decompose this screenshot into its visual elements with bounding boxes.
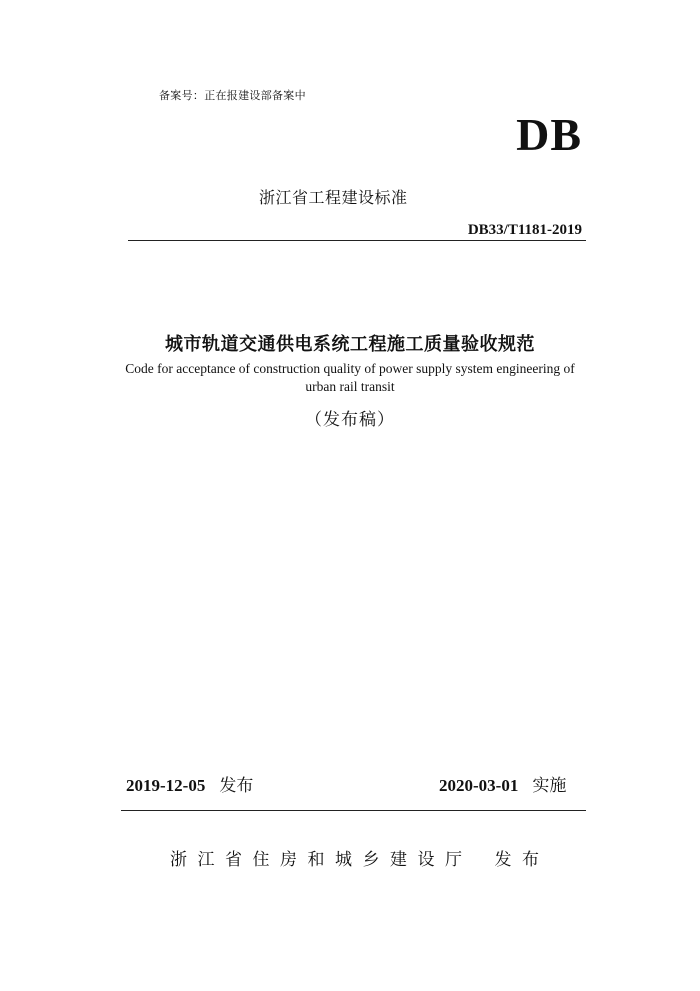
record-number: 备案号：正在报建设部备案中 (159, 89, 306, 102)
header-divider (128, 240, 586, 241)
publish-date-block (126, 771, 253, 796)
publish-label: 发布 (219, 776, 254, 796)
effective-date: 2020-03-01 (439, 776, 519, 795)
effective-label: 实施 (532, 776, 567, 796)
title-chinese: 城市轨道交通供电系统工程施工质量验收规范 (165, 334, 535, 355)
footer-divider (121, 810, 586, 811)
title-english: Code for acceptance of construction quality of power supply system engineering of urban rail transit (125, 361, 575, 394)
publish-date: 2019-12-05 (126, 776, 206, 795)
issuer-name: 浙江省住房和城乡建设厅 (170, 850, 473, 870)
issuer-action: 发布 (494, 850, 550, 870)
series-name: 浙江省工程建设标准 (259, 188, 408, 207)
standard-code: DB33/T1181-2019 (467, 222, 582, 238)
effective-date-block (439, 771, 566, 796)
draft-status: （发布稿） (305, 410, 395, 430)
standard-mark: DB (516, 109, 582, 160)
issuer-line (170, 845, 550, 870)
